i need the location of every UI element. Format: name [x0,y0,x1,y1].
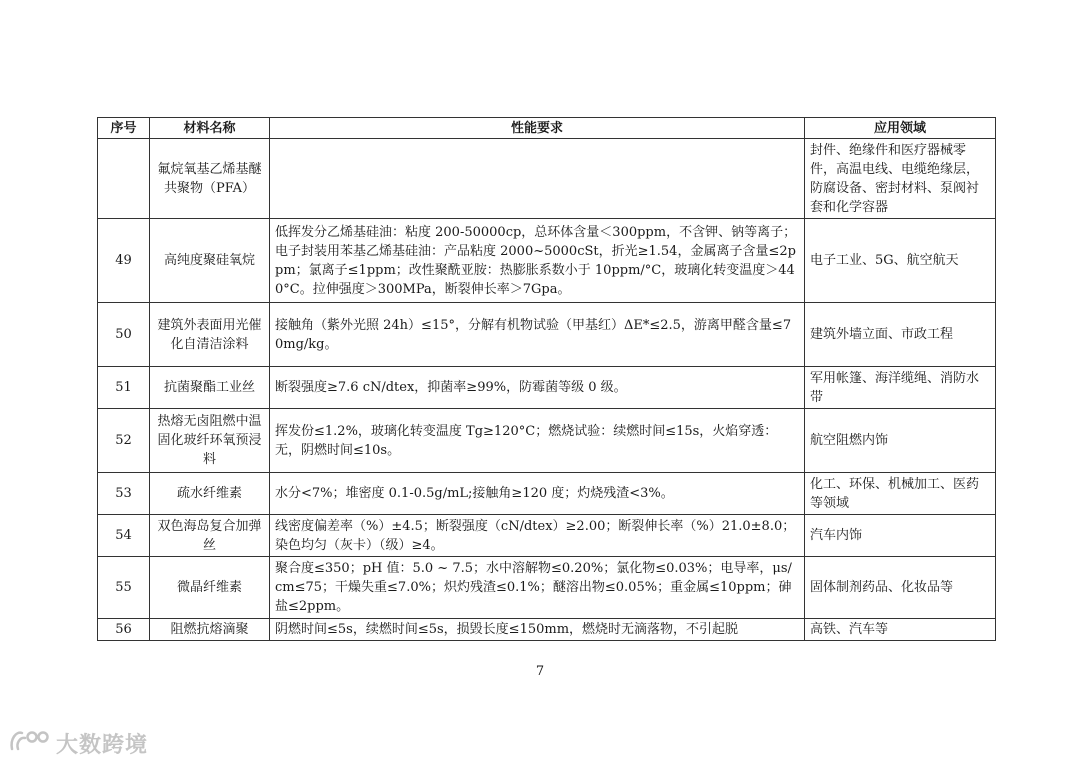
cell-application: 封件、绝缘件和医疗器械零件，高温电线、电缆绝缘层，防腐设备、密封材料、泵阀衬套和化学容器 [805,139,996,219]
cell-performance: 阴燃时间≤5s，续燃时间≤5s，损毁长度≤150mm，燃烧时无滴落物，不引起脱 [270,619,805,641]
cell-application: 建筑外墙立面、市政工程 [805,303,996,367]
cell-serial-number: 49 [98,219,150,303]
materials-table [97,117,996,641]
cell-performance: 聚合度≤350；pH 值：5.0 ~ 7.5；水中溶解物≤0.20%；氯化物≤0.03%；电导率，μs/cm≤75；干燥失重≤7.0%；炽灼残渣≤0.1%；醚溶出物≤0.05%；重金属≤10ppm；砷盐≤2ppm。 [270,557,805,619]
cell-performance: 低挥发分乙烯基硅油：粘度 200-50000cp，总环体含量＜300ppm，不含钾、钠等离子；电子封装用苯基乙烯基硅油：产品粘度 2000~5000cSt，折光≥1.54，金属离子含量≤2ppm；氯离子≤1ppm；改性聚酰亚胺：热膨胀系数小于 10ppm/°C，玻璃化转变温度＞440°C。拉伸强度＞300MPa，断裂伸长率＞7Gpa。 [270,219,805,303]
cell-serial-number: 54 [98,515,150,557]
cell-application: 军用帐篷、海洋缆绳、消防水带 [805,367,996,409]
cell-application: 汽车内饰 [805,515,996,557]
cell-performance: 接触角（紫外光照 24h）≤15°，分解有机物试验（甲基红）ΔE*≤2.5，游离甲醛含量≤70mg/kg。 [270,303,805,367]
cell-material-name: 抗菌聚酯工业丝 [150,367,270,409]
cell-material-name: 氟烷氧基乙烯基醚共聚物（PFA） [150,139,270,219]
table-row [98,219,996,303]
cell-serial-number: 56 [98,619,150,641]
cell-serial-number: 53 [98,473,150,515]
cell-performance [270,139,805,219]
cell-performance: 水分<7%；堆密度 0.1-0.5g/mL;接触角≥120 度；灼烧残渣<3%。 [270,473,805,515]
cell-performance: 线密度偏差率（%）±4.5；断裂强度（cN/dtex）≥2.00；断裂伸长率（%）21.0±8.0；染色均匀（灰卡）（级）≥4。 [270,515,805,557]
cell-serial-number: 52 [98,409,150,473]
cell-material-name: 高纯度聚硅氧烷 [150,219,270,303]
cell-application: 固体制剂药品、化妆品等 [805,557,996,619]
cell-material-name: 热熔无卤阻燃中温固化玻纤环氧预浸料 [150,409,270,473]
cell-application: 高铁、汽车等 [805,619,996,641]
cell-material-name: 建筑外表面用光催化自清洁涂料 [150,303,270,367]
cell-application: 电子工业、5G、航空航天 [805,219,996,303]
table-row [98,409,996,473]
cell-serial-number: 55 [98,557,150,619]
table-header-row [98,118,996,139]
cell-performance: 挥发份≤1.2%，玻璃化转变温度 Tg≥120°C；燃烧试验：续燃时间≤15s，火焰穿透：无，阴燃时间≤10s。 [270,409,805,473]
cell-application: 化工、环保、机械加工、医药等领域 [805,473,996,515]
watermark [8,727,148,759]
cell-material-name: 双色海岛复合加弹丝 [150,515,270,557]
logo-mark-icon [8,727,52,759]
table-row [98,139,996,219]
header-serial-number: 序号 [98,118,150,139]
watermark-text: 大数跨境 [56,732,149,758]
table-row [98,515,996,557]
cell-serial-number: 50 [98,303,150,367]
table-row [98,557,996,619]
header-material-name: 材料名称 [150,118,270,139]
header-performance: 性能要求 [270,118,805,139]
cell-material-name: 阻燃抗熔滴聚 [150,619,270,641]
table-row [98,303,996,367]
cell-application: 航空阻燃内饰 [805,409,996,473]
table-row [98,619,996,641]
page-number: 7 [535,664,545,679]
table-row [98,473,996,515]
cell-material-name: 微晶纤维素 [150,557,270,619]
header-application: 应用领域 [805,118,996,139]
cell-material-name: 疏水纤维素 [150,473,270,515]
cell-serial-number [98,139,150,219]
cell-serial-number: 51 [98,367,150,409]
cell-performance: 断裂强度≥7.6 cN/dtex，抑菌率≥99%，防霉菌等级 0 级。 [270,367,805,409]
table-row [98,367,996,409]
